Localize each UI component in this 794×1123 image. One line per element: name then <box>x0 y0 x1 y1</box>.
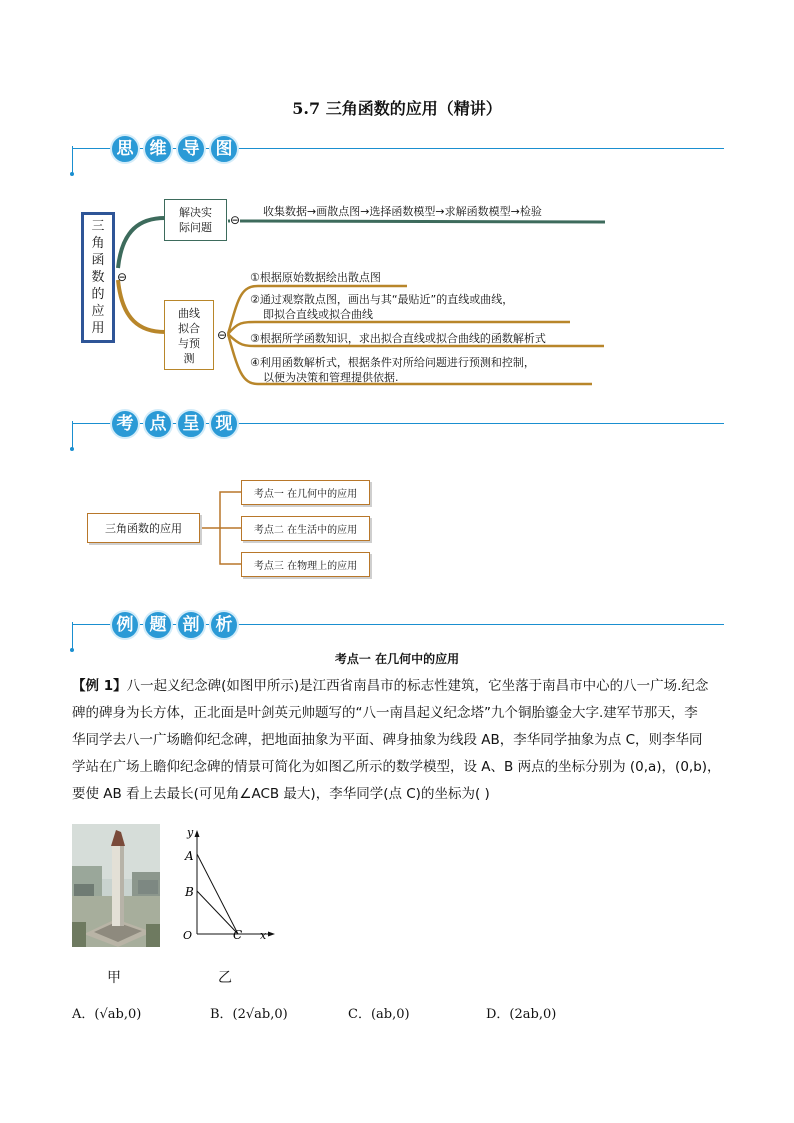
section-char: 考 <box>110 409 140 439</box>
section-char: 呈 <box>176 409 206 439</box>
branch2-item: ③根据所学函数知识，求出拟合直线或拟合曲线的函数解析式 <box>250 332 546 345</box>
example-text: 【例 1】八一起义纪念碑(如图甲所示)是江西省南昌市的标志性建筑，它坐落于南昌市中心的八一广场.纪念 碑的碑身为长方体，正北面是叶剑英元帅题写的“八一南昌起义纪念塔”九个铜胎鎏金大字.建军节那天，李 华同学去八一广场瞻仰纪念碑，把地面抽象为平面、碑身抽象为线段 AB，李华同学抽象为点 C，则李华同 学站在广场上瞻仰纪念碑的情景可简化为如图乙所示的数学模型，设 A、B 两点的坐标分别为 (0,a)，(0,b)， 要使 AB 看上去最长(可见角∠ACB 最大)，李华同学(点 C)的坐标为( ) <box>72 678 721 802</box>
option-b[interactable]: B．(2√ab,0) <box>210 1007 288 1022</box>
option-d[interactable]: D．(2ab,0) <box>486 1007 557 1022</box>
section-char: 现 <box>209 409 239 439</box>
coordinate-diagram <box>175 828 275 944</box>
branch2-item: 即拟合直线或拟合曲线 <box>263 308 373 321</box>
point-label-a: A <box>185 849 194 863</box>
topics-root-box: 三角函数的应用 <box>87 513 200 543</box>
figure-label-jia: 甲 <box>107 970 121 986</box>
branch1-text: 收集数据→画散点图→选择函数模型→求解函数模型→检验 <box>263 205 542 218</box>
topic-item: 考点三 在物理上的应用 <box>241 552 370 577</box>
option-c[interactable]: C．(ab,0) <box>348 1007 410 1022</box>
branch-box-practical: 解决实 际问题 <box>164 199 227 241</box>
branch2-item: ①根据原始数据绘出散点图 <box>250 271 381 284</box>
mindmap-root-box: 三 角 函 数 的 应 用 <box>81 212 115 343</box>
topic-item: 考点二 在生活中的应用 <box>241 516 370 541</box>
section-char: 析 <box>209 610 239 640</box>
option-a[interactable]: A．(√ab,0) <box>72 1007 142 1022</box>
subheading: 考点一 在几何中的应用 <box>334 652 460 666</box>
branch2-item: 以便为决策和管理提供依据. <box>263 371 399 384</box>
section-char: 图 <box>209 134 239 164</box>
monument-photo <box>72 824 160 947</box>
section-char: 维 <box>143 134 173 164</box>
page-title: 5.7 三角函数的应用（精讲） <box>292 99 502 118</box>
topic-item: 考点一 在几何中的应用 <box>241 480 370 505</box>
branch-box-fitting: 曲线 拟合 与预 测 <box>164 300 214 370</box>
example-tag: 【例 1】 <box>72 678 127 694</box>
section-header-examples <box>72 610 724 650</box>
section-char: 导 <box>176 134 206 164</box>
collapse-icon[interactable]: ⊖ <box>217 328 228 342</box>
branch2-item: ④利用函数解析式，根据条件对所给问题进行预测和控制， <box>250 356 535 369</box>
origin-label: O <box>183 929 193 942</box>
section-char: 题 <box>143 610 173 640</box>
point-label-c: C <box>233 928 243 942</box>
section-char: 思 <box>110 134 140 164</box>
section-char: 例 <box>110 610 140 640</box>
axis-label-y: y <box>187 828 194 839</box>
point-label-b: B <box>185 885 194 899</box>
collapse-icon[interactable]: ⊖ <box>117 270 128 284</box>
collapse-icon[interactable]: ⊖ <box>230 213 241 227</box>
axis-label-x: x <box>260 929 267 942</box>
section-char: 剖 <box>176 610 206 640</box>
figure-label-yi: 乙 <box>218 970 232 986</box>
branch2-item: ②通过观察散点图，画出与其“最贴近”的直线或曲线， <box>250 293 514 306</box>
section-char: 点 <box>143 409 173 439</box>
